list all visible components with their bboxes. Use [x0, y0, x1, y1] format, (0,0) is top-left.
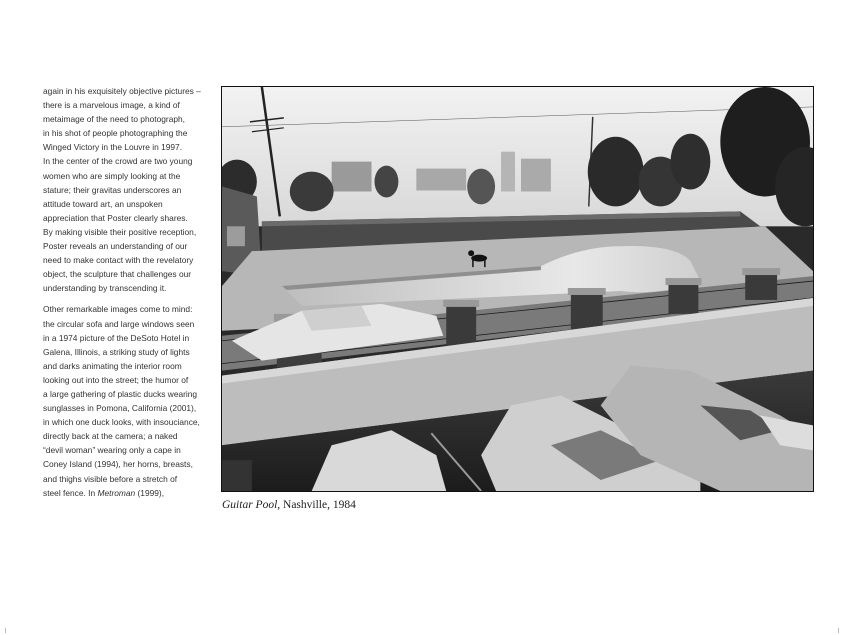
- text-line: again in his exquisitely objective pictures –: [43, 86, 201, 96]
- text-line: in his shot of people photographing the: [43, 128, 188, 139]
- paragraph-1: [43, 84, 211, 295]
- text-line: directly back at the camera; a naked: [43, 431, 178, 442]
- text-line: Coney Island (1994), her horns, breasts,: [43, 459, 193, 470]
- text-line: need to make contact with the revelatory: [43, 255, 194, 266]
- text-line: Poster reveals an understanding of our: [43, 241, 188, 252]
- text-line: appreciation that Poster clearly shares.: [43, 212, 188, 223]
- text-line-last: [43, 486, 211, 500]
- last-line-suffix: (1999),: [135, 487, 165, 498]
- photo-caption: [222, 499, 356, 511]
- caption-title: Guitar Pool: [222, 499, 278, 511]
- text-line: “devil woman” wearing only a cape in: [43, 445, 181, 456]
- text-line: stature; their gravitas underscores an: [43, 184, 182, 195]
- text-line: and thighs visible before a stretch of: [43, 473, 178, 484]
- text-line: object, the sculpture that challenges our: [43, 269, 192, 280]
- text-line: metaimage of the need to photograph,: [43, 114, 186, 125]
- text-line: the circular sofa and large windows seen: [43, 318, 195, 329]
- text-line: Winged Victory in the Louvre in 1997.: [43, 142, 183, 153]
- text-line: and darks animating the interior room: [43, 360, 182, 371]
- crop-mark: [838, 628, 839, 633]
- text-line: a large gathering of plastic ducks wearing: [43, 388, 198, 399]
- paragraph-2: [43, 302, 211, 499]
- photograph-guitar-pool: [221, 86, 814, 492]
- text-line: Other remarkable images come to mind:: [43, 304, 193, 315]
- caption-rest: , Nashville, 1984: [277, 499, 356, 511]
- text-line: in a 1974 picture of the DeSoto Hotel in: [43, 332, 190, 343]
- text-line: Galena, Illinois, a striking study of lights: [43, 346, 190, 357]
- crop-mark: [5, 628, 6, 633]
- last-line-prefix: steel fence. In: [43, 487, 98, 498]
- text-line: looking out into the street; the humor of: [43, 374, 189, 385]
- metroman-title: Metroman: [97, 487, 136, 498]
- text-line: attitude toward art, an unspoken: [43, 198, 163, 209]
- text-line: By making visible their positive reception,: [43, 226, 197, 237]
- text-line: women who are simply looking at the: [43, 170, 181, 181]
- photo-illustration: [222, 87, 813, 491]
- text-line: sunglasses in Pomona, California (2001),: [43, 403, 197, 414]
- text-line: In the center of the crowd are two young: [43, 156, 193, 167]
- text-line: there is a marvelous image, a kind of: [43, 100, 180, 111]
- text-line: understanding by transcending it.: [43, 283, 167, 294]
- body-text-column: [43, 84, 211, 507]
- text-line: in which one duck looks, with insouciance,: [43, 417, 200, 428]
